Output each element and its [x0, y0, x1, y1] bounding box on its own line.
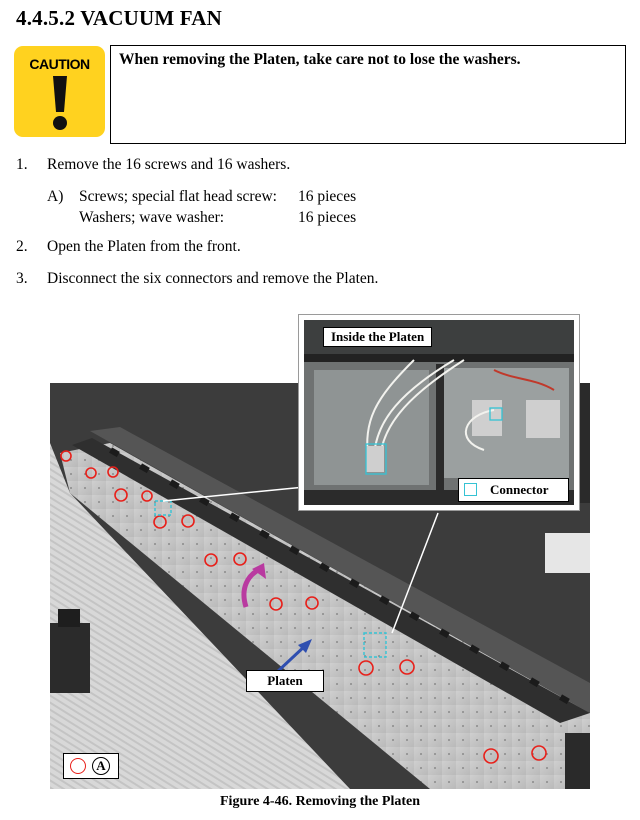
caution-box: [110, 45, 626, 144]
substep-label: Screws; special flat head screw:: [79, 188, 277, 205]
platen-label: Platen: [246, 670, 324, 692]
red-circle-icon: [70, 758, 86, 774]
step-text: Disconnect the six connectors and remove the Platen.: [47, 270, 379, 287]
step-number: 2.: [16, 238, 28, 255]
legend-letter: A: [92, 757, 110, 775]
substep-label: Washers; wave washer:: [79, 209, 225, 226]
connector-legend: [458, 478, 569, 502]
step-number: 3.: [16, 270, 28, 287]
substep-value: 16 pieces: [298, 188, 357, 205]
inset-label: Inside the Platen: [323, 327, 432, 347]
substep-value: 16 pieces: [298, 209, 357, 226]
substep-marker: A): [47, 188, 64, 205]
figure-caption: Figure 4-46. Removing the Platen: [220, 794, 420, 809]
caution-icon: [14, 46, 105, 137]
step-text: Remove the 16 screws and 16 washers.: [47, 156, 291, 173]
section-heading: 4.4.5.2 VACUUM FAN: [16, 6, 223, 30]
caution-text: When removing the Platen, take care not to lose the washers.: [119, 51, 521, 68]
connector-label: Connector: [490, 482, 549, 497]
inset-photo-frame: [298, 314, 580, 511]
step-number: 1.: [16, 156, 28, 173]
screw-legend: [63, 753, 119, 779]
exclamation-icon: [50, 76, 70, 132]
connector-swatch-icon: [464, 483, 477, 496]
step-text: Open the Platen from the front.: [47, 238, 241, 255]
caution-icon-label: CAUTION: [29, 56, 90, 72]
